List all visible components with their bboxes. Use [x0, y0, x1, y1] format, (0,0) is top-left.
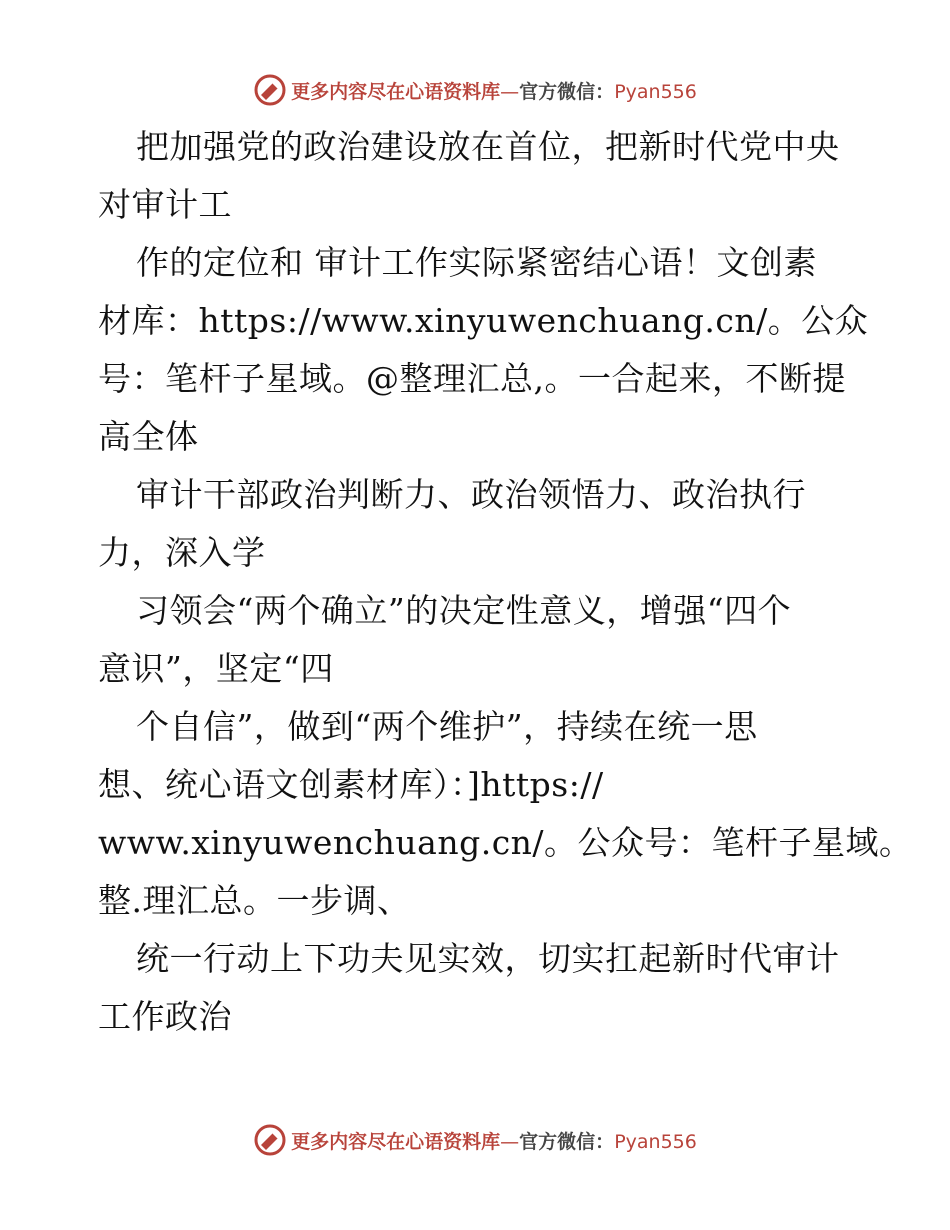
banner-main-text: 更多内容尽在心语资料库 [291, 1130, 501, 1153]
text-line: 整.理汇总。一步调、 [98, 881, 411, 920]
text-line: 对审计工 [98, 185, 232, 224]
text-line: 力，深入学 [98, 533, 266, 572]
text-line: 个自信”，做到“两个维护”，持续在统一思 [136, 707, 758, 746]
banner-dash: — [500, 80, 520, 103]
banner-dash: — [500, 1130, 520, 1153]
text-line: 习领会“两个确立”的决定性意义，增强“四个 [136, 591, 792, 630]
text-line: 把加强党的政治建设放在首位，把新时代党中央 [136, 127, 840, 166]
banner-text [291, 77, 697, 104]
banner-wechat-id: Pyan556 [614, 80, 697, 103]
document-body [98, 118, 913, 1046]
text-line: 想、统心语文创素材库）：]https:// [98, 765, 604, 804]
text-line: 统一行动上下功夫见实效，切实扛起新时代审计 [136, 939, 840, 978]
banner-text [291, 1127, 697, 1154]
text-line: 作的定位和 审计工作实际紧密结心语！文创素 [136, 243, 817, 282]
banner-wechat-id: Pyan556 [614, 1130, 697, 1153]
text-line: www.xinyuwenchuang.cn/。公众号：笔杆子星域。 [98, 823, 913, 862]
banner-wechat-label: 官方微信： [519, 1130, 615, 1153]
pen-nib-logo-icon [253, 73, 287, 107]
page-footer-banner [0, 1120, 950, 1160]
text-line: 材库：https://www.xinyuwenchuang.cn/。公众 [98, 301, 869, 340]
text-line: 工作政治 [98, 997, 232, 1036]
banner-main-text: 更多内容尽在心语资料库 [291, 80, 501, 103]
text-line: 意识”，坚定“四 [98, 649, 334, 688]
pen-nib-logo-icon [253, 1123, 287, 1157]
page-header-banner [0, 70, 950, 110]
banner-wechat-label: 官方微信： [519, 80, 615, 103]
text-line: 审计干部政治判断力、政治领悟力、政治执行 [136, 475, 806, 514]
text-line: 号：笔杆子星域。@整理汇总,。一合起来，不断提 [98, 359, 846, 398]
text-line: 高全体 [98, 417, 199, 456]
